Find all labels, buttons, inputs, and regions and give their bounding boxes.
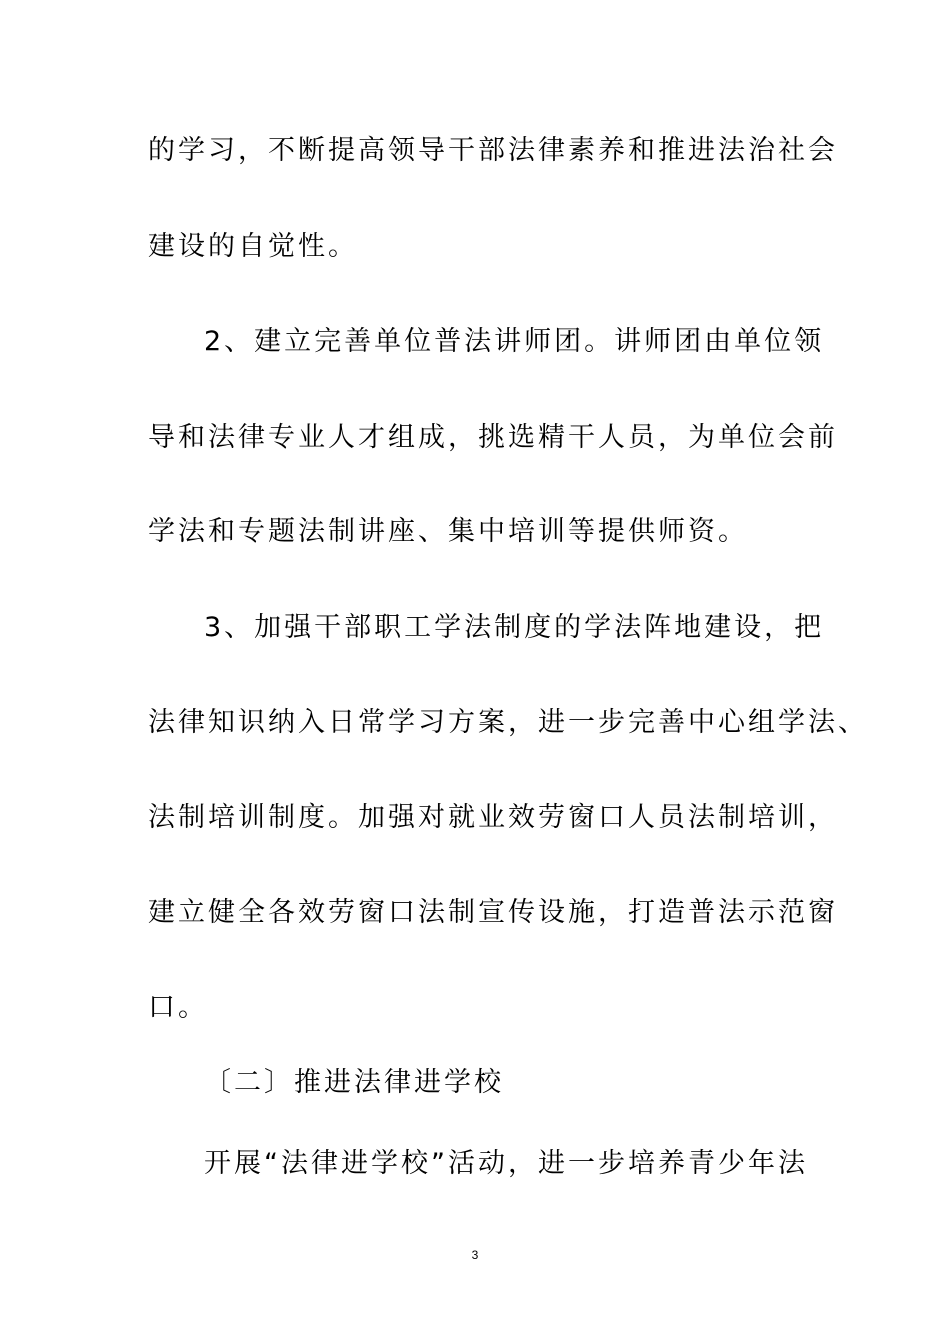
body-text-line: 导和法律专业人才组成，挑选精干人员，为单位会前 (148, 422, 838, 453)
list-item-2-line: 2、建立完善单位普法讲师团。讲师团由单位领 (204, 326, 825, 357)
body-text-line: 的学习，不断提高领导干部法律素养和推进法治社会 (148, 135, 838, 166)
page-number: 3 (471, 1248, 479, 1262)
list-item-3-line: 3、加强干部职工学法制度的学法阵地建设，把 (204, 612, 825, 643)
body-text-line: 建立健全各效劳窗口法制宣传设施，打造普法示范窗 (148, 897, 838, 928)
body-text-line: 建设的自觉性。 (148, 231, 358, 262)
section-heading: 〔二〕推进法律进学校 (204, 1067, 504, 1098)
body-text-line: 开展“法律进学校”活动，进一步培养青少年法 (204, 1148, 808, 1179)
body-text-line: 口。 (148, 992, 208, 1023)
body-text-line: 学法和专题法制讲座、集中培训等提供师资。 (148, 516, 748, 547)
body-text-line: 法制培训制度。加强对就业效劳窗口人员法制培训， (148, 802, 838, 833)
body-text-line: 法律知识纳入日常学习方案，进一步完善中心组学法、 (148, 707, 868, 738)
